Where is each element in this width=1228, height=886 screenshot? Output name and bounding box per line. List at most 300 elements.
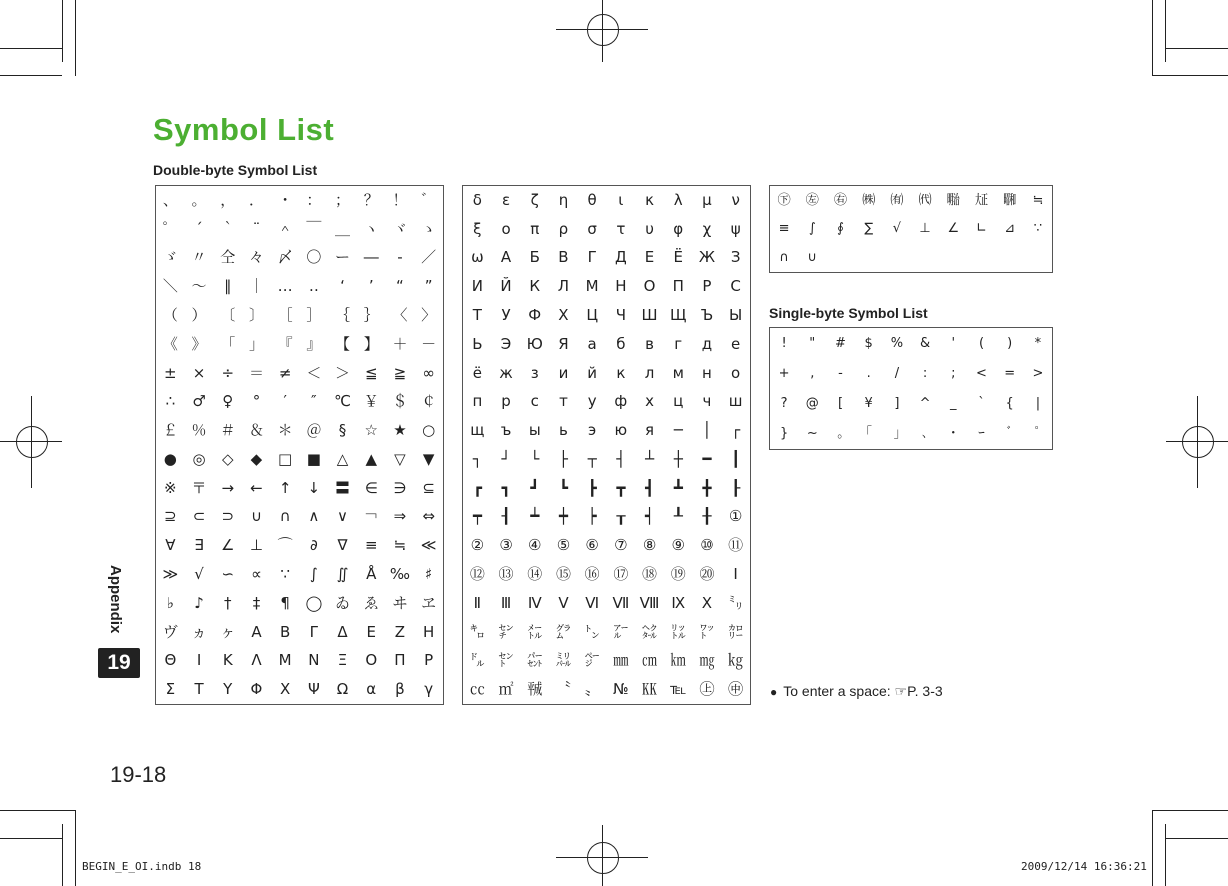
symbol-cell: ｛: [335, 305, 351, 324]
symbol-cell: ゝ: [421, 219, 437, 238]
symbol-cell: ф: [614, 392, 628, 411]
symbol-cell: Å: [366, 564, 377, 583]
symbol-cell: κ: [645, 190, 654, 209]
symbol-cell: ┏: [472, 478, 482, 497]
symbol-cell: ￥: [363, 392, 379, 411]
symbol-cell: К: [529, 277, 541, 296]
symbol-cell: ？: [363, 190, 379, 209]
symbol-cell: ℡: [670, 680, 687, 699]
symbol-cell: Й: [500, 277, 512, 296]
symbol-cell: ×: [192, 363, 206, 382]
symbol-cell: _: [950, 396, 957, 412]
symbol-cell: ι: [618, 190, 624, 209]
symbol-cell: р: [501, 392, 511, 411]
symbol-cell: ㌶: [642, 622, 658, 641]
symbol-cell: ζ: [530, 190, 539, 209]
symbol-cell: <: [976, 365, 987, 381]
symbol-cell: ￠: [421, 392, 437, 411]
symbol-cell: №: [613, 680, 629, 699]
bullet-icon: ●: [770, 685, 778, 699]
symbol-cell: Ⅴ: [558, 593, 569, 612]
symbol-cell: ゐ: [335, 593, 351, 612]
symbol-cell: √: [892, 221, 902, 237]
crop-mark-tl-v2: [75, 0, 76, 76]
symbol-cell: ┃: [731, 449, 741, 468]
symbol-cell: ゛: [421, 190, 437, 209]
symbol-cell: Ⅷ: [639, 593, 660, 612]
symbol-cell: ㏄: [469, 680, 485, 699]
symbol-cell: ⑮: [555, 564, 571, 583]
symbol-cell: 》: [191, 334, 207, 353]
symbol-cell: ㍗: [699, 622, 715, 641]
symbol-cell: ┤: [616, 449, 626, 468]
symbol-cell: ○: [422, 421, 436, 440]
symbol-cell: ヵ: [191, 622, 207, 641]
symbol-cell: [: [837, 396, 844, 412]
symbol-cell: ℃: [334, 392, 351, 411]
symbol-cell: и: [558, 363, 569, 382]
symbol-cell: ＆: [248, 421, 264, 440]
symbol-cell: г: [674, 334, 683, 353]
symbol-cell: ㌫: [527, 651, 543, 670]
symbol-cell: ∝: [251, 564, 262, 583]
symbol-cell: ┳: [616, 478, 626, 497]
symbol-cell: 〝: [555, 680, 571, 699]
symbol-cell: ㊧: [805, 192, 819, 208]
crop-mark-tl-h2: [0, 75, 62, 76]
symbol-cell: ゞ: [162, 248, 178, 267]
symbol-cell: ∬: [336, 564, 349, 583]
symbol-cell: π: [530, 219, 540, 238]
symbol-cell: ┨: [501, 507, 511, 526]
symbol-cell: ㍊: [555, 651, 571, 670]
symbol-cell: М: [585, 277, 599, 296]
symbol-cell: …: [277, 277, 293, 296]
symbol-cell: т: [559, 392, 568, 411]
symbol-cell: О: [643, 277, 656, 296]
symbol-cell: ≡: [778, 221, 790, 237]
symbol-cell: .: [866, 365, 871, 381]
symbol-cell: ∵: [280, 564, 290, 583]
symbol-cell: ⑫: [469, 564, 485, 583]
symbol-cell: л: [644, 363, 655, 382]
symbol-cell: ㎏: [728, 651, 744, 670]
symbol-cell: Ξ: [337, 651, 348, 670]
symbol-cell: ÷: [221, 363, 235, 382]
symbol-cell: †: [223, 593, 232, 612]
symbol-cell: ￡: [162, 421, 178, 440]
symbol-cell: ∂: [309, 536, 318, 555]
crop-mark-tr-h2: [1152, 75, 1228, 76]
symbol-cell: ①: [728, 507, 743, 526]
symbol-cell: ┝: [587, 507, 597, 526]
symbol-cell: 〈: [392, 305, 408, 324]
symbol-cell: Ь: [472, 334, 483, 353]
symbol-cell: ": [809, 335, 816, 351]
symbol-cell: ヾ: [392, 219, 408, 238]
symbol-cell: ’: [368, 277, 374, 296]
symbol-cell: Ц: [586, 305, 598, 324]
symbol-cell: я: [645, 421, 655, 440]
single-byte-table: [769, 327, 1053, 450]
symbol-cell: η: [558, 190, 569, 209]
crop-mark-tr-h: [1166, 48, 1228, 49]
symbol-cell: ┬: [587, 449, 597, 468]
symbol-cell: ╋: [702, 478, 712, 497]
symbol-cell: 】: [363, 334, 379, 353]
symbol-cell: ㈱: [862, 192, 876, 208]
symbol-cell: ∟: [976, 221, 987, 237]
symbol-cell: ㈹: [918, 192, 932, 208]
symbol-cell: ⑩: [700, 536, 714, 555]
symbol-cell: Л: [557, 277, 570, 296]
double-byte-heading: Double-byte Symbol List: [153, 162, 318, 178]
symbol-cell: ヱ: [421, 593, 437, 612]
symbol-cell: ■: [306, 449, 321, 468]
symbol-cell: Β: [280, 622, 291, 641]
symbol-cell: ､: [921, 426, 929, 442]
symbol-cell: {: [1005, 396, 1014, 412]
symbol-cell: ε: [501, 190, 511, 209]
symbol-cell: Π: [394, 651, 406, 670]
symbol-cell: ‥: [308, 277, 319, 296]
symbol-cell: Ⅱ: [473, 593, 482, 612]
symbol-cell: ъ: [500, 421, 512, 440]
symbol-cell: ㎜: [613, 651, 629, 670]
symbol-cell: П: [672, 277, 684, 296]
symbol-cell: ω: [471, 248, 484, 267]
symbol-cell: Э: [500, 334, 512, 353]
symbol-cell: ~: [806, 426, 818, 442]
crop-mark-tr-v2: [1152, 0, 1153, 76]
symbol-cell: ｢: [865, 426, 872, 442]
symbol-cell: ㎝: [642, 651, 658, 670]
symbol-cell: °: [252, 392, 261, 411]
symbol-cell: ー: [335, 248, 351, 267]
symbol-cell: Η: [423, 622, 435, 641]
symbol-cell: τ: [616, 219, 626, 238]
symbol-cell: Φ: [250, 680, 263, 699]
chapter-number-badge: 19: [98, 648, 140, 678]
symbol-cell: ㍻: [527, 680, 543, 699]
single-byte-heading: Single-byte Symbol List: [769, 305, 928, 321]
symbol-cell: (: [978, 335, 985, 351]
symbol-cell: ┼: [673, 449, 683, 468]
symbol-cell: у: [587, 392, 597, 411]
symbol-cell: Δ: [337, 622, 348, 641]
symbol-cell: ；: [335, 190, 351, 209]
symbol-cell: Ы: [729, 305, 743, 324]
symbol-cell: ⑬: [498, 564, 514, 583]
symbol-cell: ｜: [248, 277, 264, 296]
symbol-cell: Б: [529, 248, 540, 267]
symbol-cell: ｣: [893, 426, 901, 442]
symbol-cell: 〇: [306, 248, 322, 267]
symbol-cell: μ: [702, 190, 712, 209]
symbol-cell: Θ: [164, 651, 177, 670]
symbol-cell: “: [396, 277, 404, 296]
symbol-cell: ┷: [530, 507, 540, 526]
symbol-cell: θ: [587, 190, 597, 209]
symbol-cell: 〕: [248, 305, 264, 324]
symbol-cell: ]: [894, 396, 900, 412]
symbol-cell: ┣: [587, 478, 597, 497]
symbol-cell: ┌: [731, 421, 741, 440]
symbol-cell: ≒: [1032, 192, 1044, 208]
symbol-cell: ◇: [221, 449, 234, 468]
symbol-cell: ⊃: [221, 507, 235, 526]
symbol-cell: Ν: [308, 651, 320, 670]
symbol-cell: ⑱: [642, 564, 658, 583]
symbol-cell: ㌻: [584, 651, 600, 670]
symbol-cell: ⌒: [277, 536, 293, 555]
symbol-cell: ㌢: [498, 622, 514, 641]
symbol-cell: ヶ: [220, 622, 236, 641]
symbol-cell: ③: [499, 536, 513, 555]
symbol-cell: Λ: [251, 651, 262, 670]
symbol-cell: Ж: [698, 248, 716, 267]
symbol-cell: Ъ: [700, 305, 714, 324]
symbol-cell: ∠: [947, 221, 960, 237]
symbol-cell: Ⅰ: [733, 564, 738, 583]
symbol-cell: ㍍: [527, 622, 543, 641]
symbol-cell: ': [951, 335, 956, 351]
symbol-cell: Ε: [366, 622, 376, 641]
symbol-cell: ∵: [1033, 221, 1043, 237]
symbol-cell: ´: [195, 219, 203, 238]
crop-mark-bl-v2: [75, 810, 76, 886]
symbol-cell: ㌘: [555, 622, 571, 641]
symbol-cell: Ш: [641, 305, 658, 324]
symbol-cell: Ⅵ: [585, 593, 600, 612]
double-byte-table-3: [769, 185, 1053, 273]
symbol-cell: ⑤: [556, 536, 571, 555]
symbol-cell: ゜: [162, 219, 178, 238]
symbol-cell: Μ: [278, 651, 292, 670]
symbol-cell: У: [501, 305, 511, 324]
symbol-cell: ▼: [422, 449, 435, 468]
symbol-cell: 《: [162, 334, 178, 353]
symbol-cell: ヴ: [162, 622, 178, 641]
symbol-cell: ∃: [194, 536, 204, 555]
symbol-cell: С: [730, 277, 741, 296]
symbol-cell: ψ: [730, 219, 741, 238]
symbol-cell: ㊥: [728, 680, 744, 699]
symbol-cell: }: [779, 426, 789, 442]
symbol-cell: +: [778, 365, 790, 381]
symbol-cell: ㏍: [642, 680, 658, 699]
symbol-cell: ±: [164, 363, 177, 382]
symbol-cell: 『: [277, 334, 293, 353]
symbol-cell: ⑦: [614, 536, 628, 555]
crop-mark-bl-v: [62, 824, 63, 886]
symbol-cell: ы: [528, 421, 541, 440]
symbol-cell: Ο: [365, 651, 378, 670]
symbol-cell: З: [730, 248, 741, 267]
symbol-cell: σ: [587, 219, 597, 238]
symbol-cell: э: [588, 421, 597, 440]
symbol-cell: ｝: [363, 305, 379, 324]
symbol-cell: ♭: [166, 593, 174, 612]
symbol-cell: х: [645, 392, 654, 411]
symbol-cell: И: [471, 277, 483, 296]
symbol-cell: `: [978, 396, 985, 412]
symbol-cell: ｡: [837, 426, 844, 442]
symbol-cell: ┠: [731, 478, 741, 497]
symbol-cell: ｰ: [978, 426, 985, 442]
note-text: To enter a space: ☞P. 3-3: [783, 683, 943, 699]
symbol-cell: Г: [587, 248, 597, 267]
symbol-cell: ≫: [162, 564, 179, 583]
symbol-cell: -: [838, 365, 843, 381]
symbol-cell: ⑯: [584, 564, 600, 583]
symbol-cell: 【: [335, 334, 351, 353]
symbol-cell: ：: [306, 190, 322, 209]
symbol-cell: ≒: [393, 536, 407, 555]
footer-file: BEGIN_E_OI.indb 18: [82, 860, 202, 873]
symbol-cell: ～: [191, 277, 207, 296]
symbol-cell: ㊤: [699, 680, 715, 699]
symbol-cell: ゑ: [363, 593, 379, 612]
symbol-cell: ＾: [277, 219, 293, 238]
symbol-cell: ∨: [337, 507, 349, 526]
symbol-cell: ㍑: [670, 622, 686, 641]
symbol-cell: 』: [306, 334, 322, 353]
crop-mark-tl-v: [62, 0, 63, 62]
symbol-cell: ;: [951, 365, 956, 381]
symbol-cell: ∀: [165, 536, 176, 555]
symbol-cell: !: [781, 335, 787, 351]
symbol-cell: 」: [248, 334, 264, 353]
symbol-cell: ≦: [364, 363, 378, 382]
page-title: Symbol List: [153, 112, 335, 147]
symbol-cell: ν: [731, 190, 740, 209]
symbol-cell: ＋: [392, 334, 408, 353]
symbol-cell: ⊇: [164, 507, 177, 526]
symbol-cell: ♯: [425, 564, 433, 583]
symbol-cell: Я: [558, 334, 569, 353]
page-number: 19-18: [110, 762, 167, 787]
symbol-cell: Ζ: [394, 622, 406, 641]
symbol-cell: ＜: [306, 363, 322, 382]
symbol-cell: δ: [472, 190, 482, 209]
symbol-cell: ж: [499, 363, 513, 382]
symbol-cell: ┓: [501, 478, 511, 497]
symbol-cell: ∈: [364, 478, 378, 497]
symbol-cell: %: [890, 335, 904, 351]
symbol-cell: ㌍: [728, 622, 744, 641]
symbol-cell: －: [421, 334, 437, 353]
symbol-cell: В: [558, 248, 569, 267]
symbol-cell: ч: [702, 392, 712, 411]
symbol-cell: 〟: [584, 680, 600, 699]
symbol-cell: Х: [558, 305, 569, 324]
symbol-cell: Ф: [528, 305, 542, 324]
crop-mark-tl-h: [0, 48, 62, 49]
symbol-cell: 、: [162, 190, 178, 209]
symbol-cell: ⑧: [642, 536, 657, 555]
symbol-cell: △: [336, 449, 349, 468]
symbol-cell: п: [472, 392, 483, 411]
symbol-cell: ￢: [363, 507, 379, 526]
symbol-cell: ⑳: [699, 564, 715, 583]
symbol-cell: ⊆: [422, 478, 435, 497]
symbol-cell: :: [922, 365, 928, 381]
symbol-cell: ｀: [220, 219, 236, 238]
symbol-cell: ，: [220, 190, 236, 209]
symbol-cell: з: [530, 363, 539, 382]
symbol-cell: ▲: [365, 449, 378, 468]
symbol-cell: Υ: [223, 680, 233, 699]
symbol-cell: ◯: [305, 593, 323, 612]
symbol-cell: ●: [163, 449, 177, 468]
symbol-cell: Д: [614, 248, 627, 267]
symbol-cell: ″: [311, 392, 317, 411]
symbol-cell: γ: [424, 680, 434, 699]
symbol-cell: Ⅶ: [612, 593, 630, 612]
crop-mark-br-v2: [1152, 810, 1153, 886]
symbol-cell: ．: [248, 190, 264, 209]
symbol-cell: 〆: [277, 248, 293, 267]
symbol-cell: ∪: [250, 507, 262, 526]
symbol-cell: ＄: [392, 392, 408, 411]
symbol-cell: Χ: [280, 680, 291, 699]
symbol-cell: ㍉: [728, 593, 744, 612]
symbol-cell: φ: [673, 219, 684, 238]
symbol-cell: б: [616, 334, 626, 353]
symbol-cell: @: [805, 396, 819, 412]
symbol-cell: ): [1007, 335, 1013, 351]
symbol-cell: |: [1035, 396, 1041, 412]
symbol-cell: │: [702, 421, 712, 440]
symbol-cell: Σ: [165, 680, 176, 699]
symbol-cell: √: [194, 564, 204, 583]
symbol-cell: Ⅲ: [500, 593, 512, 612]
symbol-cell: д: [701, 334, 713, 353]
symbol-cell: ㎞: [670, 651, 686, 670]
symbol-cell: ヰ: [392, 593, 408, 612]
symbol-cell: ◆: [250, 449, 263, 468]
symbol-cell: ⊥: [919, 221, 931, 237]
symbol-cell: ㎎: [699, 651, 715, 670]
symbol-cell: ！: [392, 190, 408, 209]
symbol-cell: ⊿: [1004, 221, 1016, 237]
symbol-cell: /: [894, 365, 900, 381]
symbol-cell: χ: [702, 219, 712, 238]
symbol-cell: 。: [191, 190, 207, 209]
symbol-cell: ㊦: [777, 192, 791, 208]
symbol-cell: ㈲: [890, 192, 904, 208]
symbol-cell: а: [587, 334, 597, 353]
symbol-cell: 〔: [220, 305, 236, 324]
symbol-cell: ￣: [306, 219, 322, 238]
symbol-cell: &: [920, 335, 931, 351]
symbol-cell: Ψ: [307, 680, 320, 699]
symbol-cell: ﾞ: [1006, 426, 1013, 442]
symbol-cell: ㌔: [469, 622, 485, 641]
symbol-cell: ━: [702, 449, 712, 468]
symbol-cell: ∫: [309, 564, 318, 583]
symbol-cell: └: [530, 449, 540, 468]
symbol-cell: м: [672, 363, 684, 382]
symbol-cell: ⊥: [249, 536, 263, 555]
symbol-cell: Ё: [673, 248, 683, 267]
symbol-cell: ∫: [808, 221, 816, 237]
symbol-cell: ヽ: [363, 219, 379, 238]
symbol-cell: ┥: [645, 507, 655, 526]
symbol-cell: ＃: [220, 421, 236, 440]
symbol-cell: ★: [393, 421, 407, 440]
